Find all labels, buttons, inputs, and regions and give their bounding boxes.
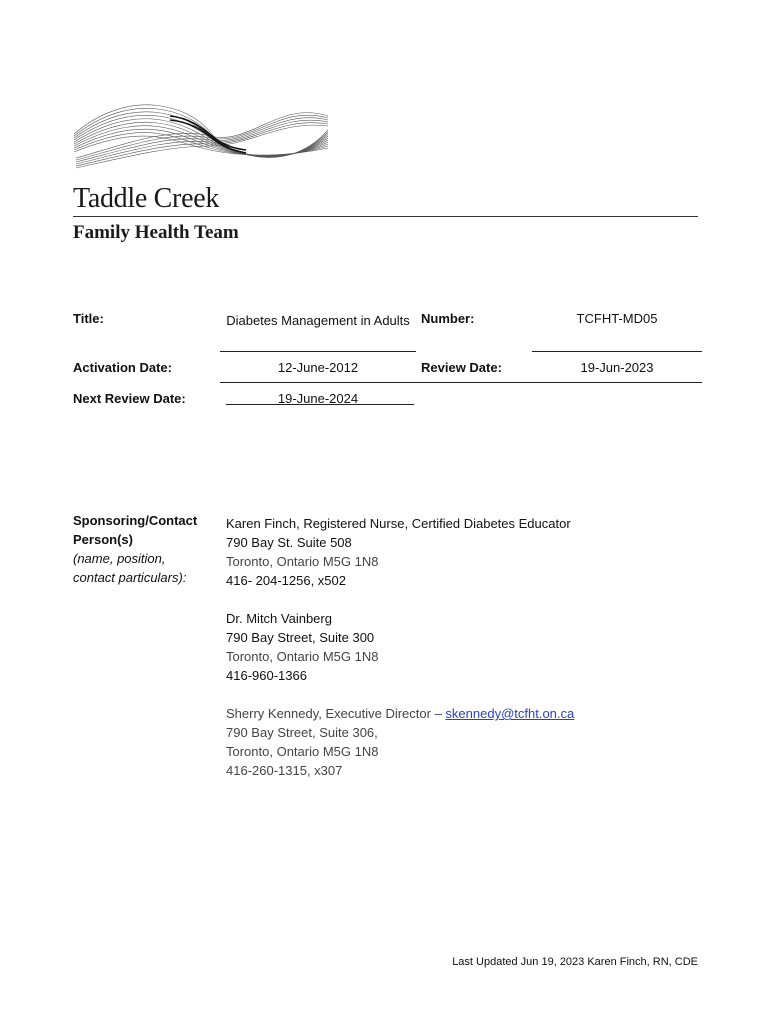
next-review-underline bbox=[226, 404, 414, 405]
contact-address: 790 Bay St. Suite 508 bbox=[226, 535, 352, 550]
contact-label-line2: Person(s) bbox=[73, 532, 133, 547]
logo-wave-graphic bbox=[70, 96, 332, 172]
organization-subtitle: Family Health Team bbox=[73, 222, 239, 243]
contact-label-line4: contact particulars): bbox=[73, 570, 187, 585]
sponsoring-contact-label bbox=[73, 511, 197, 587]
header-rule bbox=[73, 216, 698, 217]
review-date-label: Review Date: bbox=[421, 360, 502, 375]
contact-name-line bbox=[226, 704, 696, 723]
contact-name: Dr. Mitch Vainberg bbox=[226, 611, 332, 626]
next-review-date-label: Next Review Date: bbox=[73, 391, 186, 406]
contact-phone: 416-960-1366 bbox=[226, 668, 307, 683]
contact-sherry-kennedy bbox=[226, 704, 696, 780]
contact-phone: 416- 204-1256, x502 bbox=[226, 573, 346, 588]
contact-label-line1: Sponsoring/Contact bbox=[73, 513, 198, 528]
contact-address: 790 Bay Street, Suite 300 bbox=[226, 630, 375, 645]
activation-date-label: Activation Date: bbox=[73, 360, 172, 375]
contact-address: 790 Bay Street, Suite 306, bbox=[226, 725, 378, 740]
contact-phone: 416-260-1315, x307 bbox=[226, 763, 343, 778]
organization-name: Taddle Creek bbox=[73, 183, 220, 214]
number-label: Number: bbox=[421, 311, 475, 326]
footer-last-updated: Last Updated Jun 19, 2023 Karen Finch, RN, CDE bbox=[452, 956, 698, 968]
contact-city: Toronto, Ontario M5G 1N8 bbox=[226, 744, 379, 759]
activation-date-value: 12-June-2012 bbox=[277, 360, 359, 375]
email-link[interactable]: skennedy@tcfht.on.ca bbox=[445, 706, 575, 721]
contact-name: Sherry Kennedy, Executive Director – bbox=[226, 706, 446, 721]
contact-list bbox=[226, 514, 696, 780]
title-value: Diabetes Management in Adults bbox=[226, 313, 410, 328]
next-review-date-value: 19-June-2024 bbox=[277, 391, 359, 406]
contact-city: Toronto, Ontario M5G 1N8 bbox=[226, 554, 379, 569]
review-row-underline bbox=[220, 382, 702, 383]
number-value: TCFHT-MD05 bbox=[576, 311, 658, 326]
contact-label-line3: (name, position, bbox=[73, 551, 166, 566]
contact-karen-finch bbox=[226, 514, 696, 590]
review-date-value: 19-Jun-2023 bbox=[580, 360, 654, 375]
title-label: Title: bbox=[73, 311, 104, 326]
title-underline bbox=[220, 351, 416, 352]
contact-mitch-vainberg bbox=[226, 609, 696, 685]
number-underline bbox=[532, 351, 702, 352]
contact-city: Toronto, Ontario M5G 1N8 bbox=[226, 649, 379, 664]
contact-name: Karen Finch, Registered Nurse, Certified Diabetes Educator bbox=[226, 516, 571, 531]
